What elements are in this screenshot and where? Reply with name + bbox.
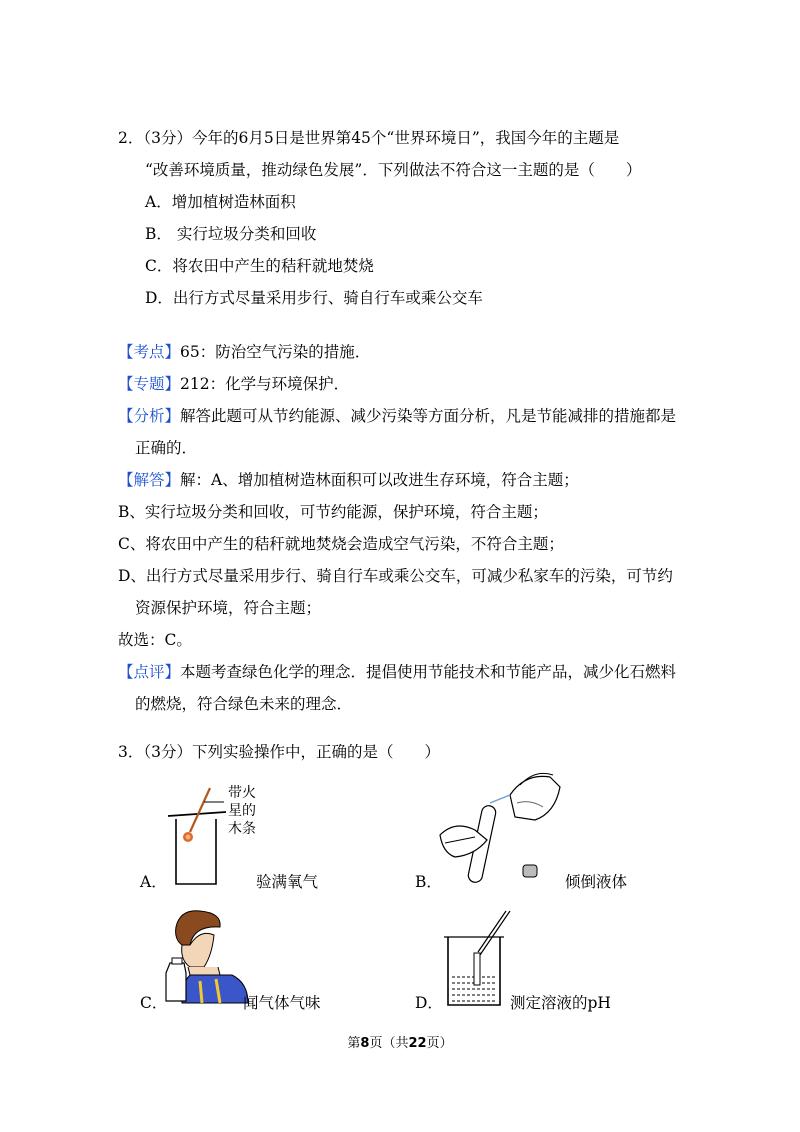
q3-option-a-caption: 验满氧气 xyxy=(256,873,319,891)
q3-option-b-caption: 倾倒液体 xyxy=(565,873,628,891)
solution-b: B、实行垃圾分类和回收，可节约能源，保护环境，符合主题； xyxy=(118,503,548,521)
q2-option-d: D．出行方式尽量采用步行、骑自行车或乘公交车 xyxy=(145,289,483,307)
solution-d-line2: 资源保护环境，符合主题； xyxy=(135,599,322,617)
figure-b-pouring-liquid xyxy=(435,765,565,890)
q2-option-a: A．增加植树造林面积 xyxy=(145,193,296,211)
zhuanti-text: 212：化学与环境保护． xyxy=(180,375,350,393)
fenxi-tag: 【分析】 xyxy=(118,407,181,425)
dianping-tag: 【点评】 xyxy=(118,663,181,681)
q2-option-b: B． 实行垃圾分类和回收 xyxy=(145,225,317,243)
jieda-line xyxy=(118,470,579,490)
answer-line: 故选：C。 xyxy=(118,631,192,649)
q2-stem-line2: “改善环境质量，推动绿色发展”．下列做法不符合这一主题的是（ ） xyxy=(145,161,642,179)
zhuanti-line xyxy=(118,374,349,394)
figure-d-measuring-ph xyxy=(440,905,520,1010)
kaodian-tag: 【考点】 xyxy=(118,343,181,361)
dianping-line2: 的燃烧，符合绿色未来的理念． xyxy=(135,695,353,713)
q3-option-d-caption: 测定溶液的pH xyxy=(510,994,611,1012)
jieda-tag: 【解答】 xyxy=(118,471,181,489)
fenxi-line2: 正确的． xyxy=(135,439,198,457)
page-number: 8 xyxy=(360,1036,370,1051)
solution-c: C、将农田中产生的秸秆就地焚烧会造成空气污染，不符合主题； xyxy=(118,535,564,553)
q3-option-c-label: C． xyxy=(140,994,168,1012)
kaodian-line xyxy=(118,342,370,362)
q3-option-b-label: B． xyxy=(415,873,442,891)
figure-a-label: 带火 星的 木条 xyxy=(228,785,256,837)
total-pages: 22 xyxy=(408,1036,427,1051)
solution-d-line1: D、出行方式尽量采用步行、骑自行车或乘公交车，可减少私家车的污染，可节约 xyxy=(118,567,673,585)
jieda-text: 解：A、增加植树造林面积可以改进生存环境，符合主题； xyxy=(180,471,579,489)
page-footer: 第8页（共22页） xyxy=(347,1036,453,1051)
kaodian-text: 65：防治空气污染的措施． xyxy=(180,343,371,361)
q3-stem: 3．（3分）下列实验操作中，正确的是（ ） xyxy=(118,743,440,761)
q2-option-c: C．将农田中产生的秸秆就地焚烧 xyxy=(145,257,374,275)
q2-stem-line1: 2．（3分）今年的6月5日是世界第45个“世界环境日”，我国今年的主题是 xyxy=(118,129,620,147)
dianping-text: 本题考查绿色化学的理念．提倡使用节能技术和节能产品，减少化石燃料 xyxy=(180,663,677,681)
q3-option-a-label: A． xyxy=(140,873,167,891)
figure-c-smelling-gas xyxy=(160,905,255,1005)
zhuanti-tag: 【专题】 xyxy=(118,375,181,393)
fenxi-line xyxy=(118,406,676,426)
q3-option-d-label: D． xyxy=(415,994,443,1012)
fenxi-text: 解答此题可从节约能源、减少污染等方面分析，凡是节能减排的措施都是 xyxy=(180,407,677,425)
q3-option-c-caption: 闻气体气味 xyxy=(243,994,321,1012)
dianping-line xyxy=(118,662,676,682)
